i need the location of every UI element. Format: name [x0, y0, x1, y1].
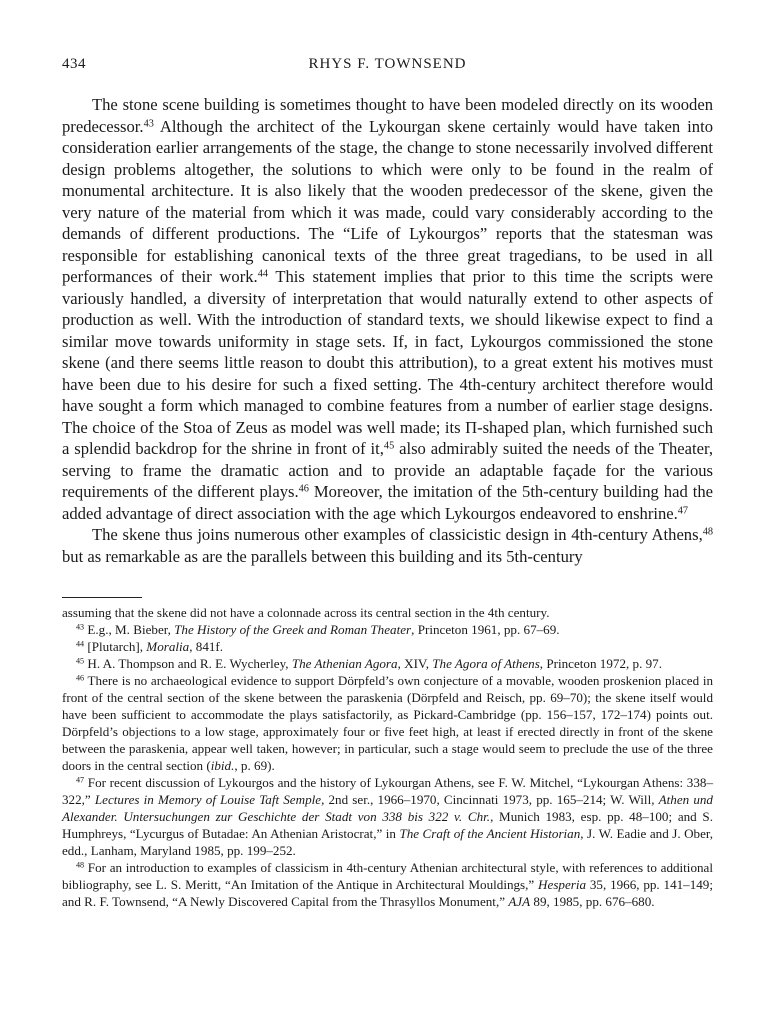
text-run: 89, 1985, pp. 676–680. — [530, 894, 655, 909]
footnote-ref-44[interactable]: 44 — [257, 268, 268, 280]
footnote-43 — [62, 621, 713, 638]
running-title: RHYS F. TOWNSEND — [308, 56, 467, 72]
footnote-number: 46 — [76, 673, 85, 683]
text-run: , 841f. — [189, 639, 224, 654]
page-number: 434 — [62, 56, 86, 72]
text-run: also admirably suited the needs of the Theater, serving to frame the dramatic action and to provide an adaptable façade for the various requirements of the different plays. — [62, 439, 713, 501]
cited-title: The Athenian Agora — [291, 656, 398, 671]
text-run: The skene thus joins numerous other examples of classicistic design in 4th-century Athens, — [92, 525, 703, 544]
footnotes — [62, 604, 713, 910]
footnote-number: 43 — [76, 622, 85, 632]
text-run: , J. W. Eadie and J. Ober, edd., Lanham, Maryland 1985, pp. 199–252. — [62, 826, 714, 858]
paragraph-1 — [62, 94, 713, 524]
text-run: , XIV, — [397, 656, 433, 671]
cited-title: The Agora of Athens — [432, 656, 540, 671]
footnote-ref-47[interactable]: 47 — [677, 504, 689, 516]
footnote-44 — [62, 638, 713, 655]
running-head — [62, 56, 713, 78]
footnote-45 — [62, 655, 713, 672]
text-run: [Plutarch], — [84, 639, 147, 654]
text-run: For recent discussion of Lykourgos and the history of Lykourgan Athens, see F. W. Mitchel, “Lykourgan Athens: 338–322,” — [62, 775, 713, 807]
footnote-number: 45 — [76, 656, 85, 666]
text-run: This statement implies that prior to this time the scripts were variously handled, a diversity of interpretation that would naturally extend to other aspects of production as well. With the introduction of standard texts, we should likewise expect to find a similar move towards uniformity in stage sets. If, in fact, Lykourgos commissioned the stone skene (and there seems little reason to doubt this attribution), to a great extent his motives must have been due to his desire for such a fixed setting. The 4th-century architect therefore would have sought a form which managed to combine features from a number of earlier stage designs. The choice of the Stoa of Zeus as model was well made; its Π-shaped plan, which furnished such a splendid backdrop for the shrine in front of it, — [62, 267, 713, 458]
text-run: E.g., M. Bieber, — [84, 622, 175, 637]
text-run: H. A. Thompson and R. E. Wycherley, — [84, 656, 292, 671]
cited-title: The History of the Greek and Roman Theater — [174, 622, 412, 637]
footnote-continuation: assuming that the skene did not have a colonnade across its central section in the 4th century. — [62, 605, 550, 620]
footnote-46 — [62, 672, 713, 774]
cited-title: The Craft of the Ancient Historian — [399, 826, 581, 841]
cited-title: AJA — [508, 894, 531, 909]
text-run: , Munich 1983, esp. pp. 48–100; and S. Humphreys, “Lycurgus of Butadae: An Athenian Aristocrat,” in — [62, 809, 713, 841]
cited-title: ibid. — [210, 758, 235, 773]
footnote-divider — [62, 597, 142, 598]
cited-title: Hesperia — [538, 877, 587, 892]
footnote-ref-43[interactable]: 43 — [143, 117, 154, 129]
footnote-47 — [62, 774, 713, 859]
cited-title: Lectures in Memory of Louise Taft Semple — [94, 792, 322, 807]
text-run: , 2nd ser., 1966–1970, Cincinnati 1973, pp. 165–214; W. Will, — [321, 792, 659, 807]
text-run: Although the architect of the Lykourgan skene certainly would have taken into consideration earlier arrangements of the stage, the change to stone necessarily involved different design problems altogether, the solutions to which were only to be found in the realm of monumental architecture. It is also likely that the wooden predecessor of the skene, given the very nature of the material from which it was made, could vary considerably according to the demands of different productions. The “Life of Lykourgos” reports that the statesman was responsible for establishing canonical texts of the three great tragedians, to be used in all performances of their work. — [62, 116, 713, 286]
footnote-number: 47 — [76, 775, 85, 785]
text-run: 35, 1966, pp. 141–149; and R. F. Townsend, “A Newly Discovered Capital from the Thrasyllos Monument,” — [62, 877, 713, 909]
text-run: , Princeton 1972, p. 97. — [539, 656, 662, 671]
footnote-number: 48 — [76, 860, 85, 870]
text-run: , Princeton 1961, pp. 67–69. — [411, 622, 560, 637]
main-text — [62, 94, 713, 567]
text-run: Moreover, the imitation of the 5th-century building had the added advantage of direct association with the age which Lykourgos endeavored to enshrine. — [62, 482, 713, 523]
footnote-ref-48[interactable]: 48 — [702, 526, 713, 538]
text-run: , p. 69). — [234, 758, 275, 773]
footnote-48 — [62, 859, 713, 910]
text-run: For an introduction to examples of classicism in 4th-century Athenian architectural style, with references to additional bibliography, see L. S. Meritt, “An Imitation of the Antique in Architectural Mouldings,” — [62, 860, 713, 892]
text-run: The stone scene building is sometimes thought to have been modeled directly on its wooden predecessor. — [62, 95, 713, 136]
cited-title: Athen und Alexander. Untersuchungen zur Geschichte der Stadt von 338 bis 322 v. Chr. — [62, 792, 713, 824]
text-run: There is no archaeological evidence to support Dörpfeld’s own conjecture of a movable, wooden proskenion placed in front of the central section of the skene between the paraskenia (Dörpfeld and Reisch, pp. 69–70); the skene itself would have been sufficient to accommodate the plays satisfactorily, as Pickard-Cambridge (pp. 156–157, 172–174) points out. Dörpfeld’s objections to a low stage, approximately four or five feet high, at least if erected directly in front of the skene between the paraskenia, appear well taken, however; in particular, such a stage would seem to preclude the use of the three doors in the central section ( — [62, 673, 713, 773]
footnote-ref-46[interactable]: 46 — [298, 483, 309, 495]
footnote-number: 44 — [76, 639, 85, 649]
footnote-ref-45[interactable]: 45 — [383, 440, 395, 452]
paragraph-2 — [62, 524, 713, 567]
cited-title: Moralia — [146, 639, 190, 654]
text-run: but as remarkable as are the parallels between this building and its 5th-century — [62, 546, 583, 566]
